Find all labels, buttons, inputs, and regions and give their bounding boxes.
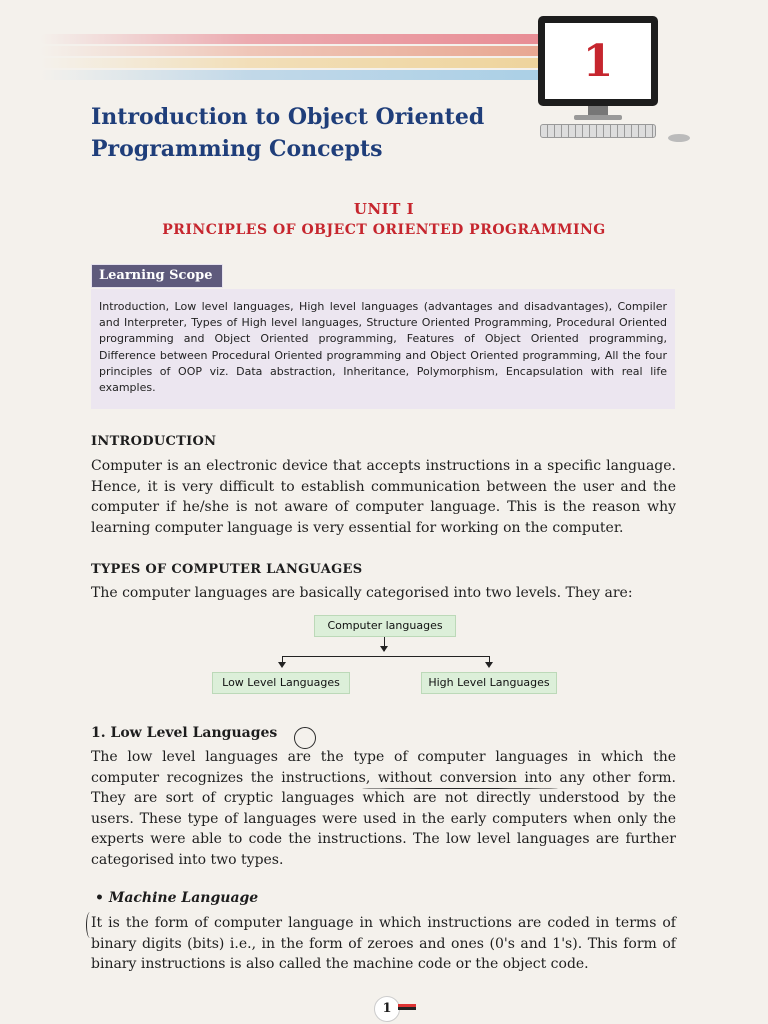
monitor-icon <box>538 16 658 106</box>
monitor-stand-base <box>574 115 622 120</box>
chapter-title-line2: Programming Concepts <box>91 136 383 162</box>
diagram-low-level-box: Low Level Languages <box>212 672 350 694</box>
diagram-connector <box>282 656 490 657</box>
chapter-number: 1 <box>582 35 614 87</box>
machine-language-title: Machine Language <box>108 890 259 906</box>
page-number: 1 <box>374 996 400 1022</box>
machine-language-text: It is the form of computer language in which instructions are coded in terms of binary digits (bits) i.e., in the form of zeroes and ones (0's and 1's). This form of binary instructions is also called the machine code or the object code. <box>91 915 676 972</box>
chapter-title-line1: Introduction to Object Oriented <box>91 104 485 130</box>
keyboard-icon <box>540 124 656 138</box>
diagram-high-level-box: High Level Languages <box>421 672 557 694</box>
pen-underline-annotation <box>362 788 558 789</box>
unit-label: UNIT I <box>353 200 415 218</box>
low-level-text: The low level languages are the type of computer languages in which the computer recognizes the instructions, without conversion into any other form. They are sort of cryptic languages which are not directly understood by the users. These type of languages were used in the early computers when only the experts were able to code the instructions. The low level languages are further categorised into two types. <box>91 749 676 868</box>
machine-language-heading <box>95 890 258 906</box>
low-level-heading: 1. Low Level Languages <box>91 725 278 741</box>
pen-circle-annotation <box>294 727 316 749</box>
types-text: The computer languages are basically categorised into two levels. They are: <box>91 585 633 601</box>
arrow-down-icon <box>278 662 286 668</box>
arrow-down-icon <box>485 662 493 668</box>
page-flag-icon <box>398 1004 416 1010</box>
learning-scope-heading: Learning Scope <box>91 264 223 288</box>
learning-scope-text: Introduction, Low level languages, High level languages (advantages and disadvantages), Compiler and Interpreter, Types of High level languages, Structure Oriented Programming, Procedural Oriented programming and Object Oriented programming, Features of Object Oriented programming, Difference between Procedural Oriented programming and Object Oriented programming, All the four principles of OOP viz. Data abstraction, Inheritance, Polymorphism, Encapsulation with real life examples. <box>91 289 675 409</box>
arrow-down-icon <box>380 646 388 652</box>
introduction-text: Computer is an electronic device that accepts instructions in a specific language. Hence, it is very difficult to establish communication between the user and the computer if he/she is not aware of computer language. This is the reason why learning computer language is very essential for working on the computer. <box>91 458 676 536</box>
pen-bracket-annotation <box>86 912 94 938</box>
diagram-root-box: Computer languages <box>314 615 456 637</box>
chapter-title <box>91 101 511 165</box>
types-heading: TYPES OF COMPUTER LANGUAGES <box>91 562 363 577</box>
bullet-icon: • <box>95 890 109 906</box>
unit-title: PRINCIPLES OF OBJECT ORIENTED PROGRAMMING <box>162 222 606 238</box>
mouse-icon <box>668 134 690 142</box>
header-ribbon <box>40 30 560 90</box>
introduction-heading: INTRODUCTION <box>91 434 217 449</box>
monitor-screen <box>545 23 651 99</box>
